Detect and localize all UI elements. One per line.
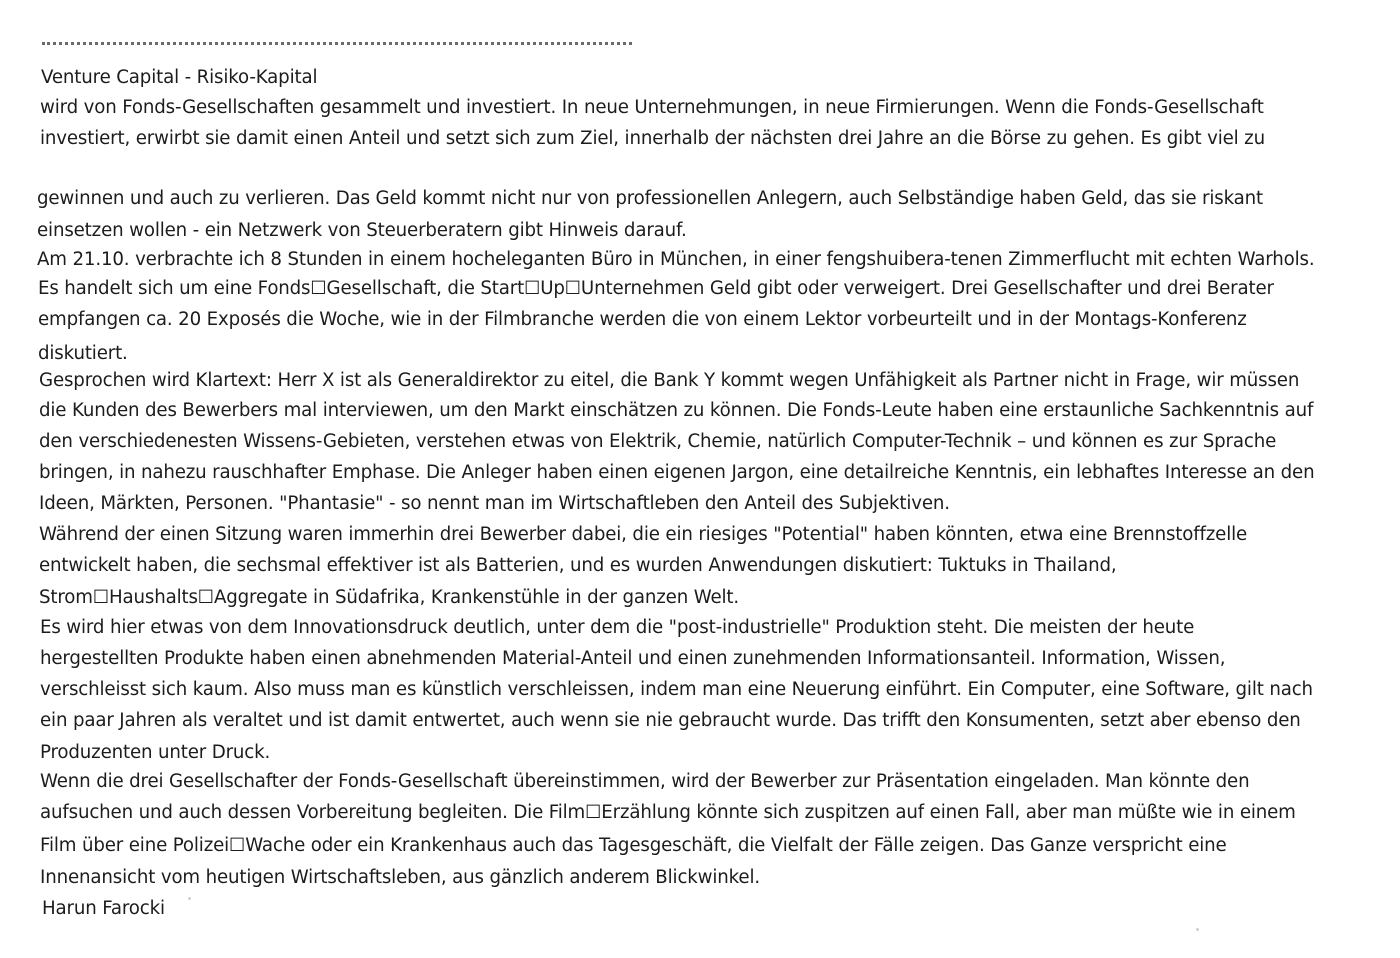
text-line: Wenn die drei Gesellschafter der Fonds-Gesellschaft übereinstimmen, wird der Bewerber zur Präsentation eingeladen. Man könnte den [40,771,1250,792]
text-line: Film über eine Polizei☐Wache oder ein Krankenhaus auch das Tagesgeschäft, die Vielfalt der Fälle zeigen. Das Ganze verspricht eine [40,835,1227,856]
text-line: Es wird hier etwas von dem Innovationsdruck deutlich, unter dem die "post-industrielle" Produktion steht. Die meisten der heute [40,617,1195,638]
text-line: hergestellten Produkte haben einen abnehmenden Material-Anteil und einen zunehmenden Informationsanteil. Information, Wissen, [40,648,1226,669]
text-line: wird von Fonds-Gesellschaften gesammelt und investiert. In neue Unternehmungen, in neue Firmierungen. Wenn die Fonds-Gesellschaft [40,97,1264,118]
text-line: die Kunden des Bewerbers mal interviewen, um den Markt einschätzen zu können. Die Fonds-Leute haben eine erstaunliche Sachkenntnis auf [39,400,1314,421]
dotted-separator-line [42,42,632,45]
text-line: bringen, in nahezu rauschhafter Emphase. Die Anleger haben einen eigenen Jargon, eine detailreiche Kenntnis, ein lebhaftes Interesse an den [39,462,1315,483]
text-line: aufsuchen und auch dessen Vorbereitung begleiten. Die Film☐Erzählung könnte sich zuspitzen auf einen Fall, aber man müßte wie in einem [40,802,1296,823]
scan-speck [1196,928,1199,931]
document-title-line: Venture Capital - Risiko-Kapital [41,67,318,88]
text-line: Strom☐Haushalts☐Aggregate in Südafrika, Krankenstühle in der ganzen Welt. [39,587,740,608]
text-line: Produzenten unter Druck. [40,742,271,763]
text-line: Gesprochen wird Klartext: Herr X ist als Generaldirektor zu eitel, die Bank Y kommt wegen Unfähigkeit als Partner nicht in Frage, wir müssen [39,370,1300,391]
text-line: empfangen ca. 20 Exposés die Woche, wie in der Filmbranche werden die von einem Lektor vorbeurteilt und in der Montags-Konferenz [38,309,1247,330]
text-line: den verschiedenesten Wissens-Gebieten, verstehen etwas von Elektrik, Chemie, natürlich Computer-Technik – und können es zur Sprache [39,431,1277,452]
text-line: Während der einen Sitzung waren immerhin drei Bewerber dabei, die ein riesiges "Potential" haben könnten, etwa eine Brennstoffzelle [39,524,1248,545]
text-line: verschleisst sich kaum. Also muss man es künstlich verschleissen, indem man eine Neuerung einführt. Ein Computer, eine Software, gilt nach [40,679,1313,700]
text-line: einsetzen wollen - ein Netzwerk von Steuerberatern gibt Hinweis darauf. [37,220,687,241]
text-line: diskutiert. [38,343,128,364]
text-line: entwickelt haben, die sechsmal effektiver ist als Batterien, und es wurden Anwendungen diskutiert: Tuktuks in Thailand, [39,555,1117,576]
text-line: Innenansicht vom heutigen Wirtschaftsleben, aus gänzlich anderem Blickwinkel. [40,867,760,888]
text-line: Es handelt sich um eine Fonds☐Gesellschaft, die Start☐Up☐Unternehmen Geld gibt oder verweigert. Drei Gesellschafter und drei Berater [38,278,1274,299]
author-signature-line: Harun Farocki [42,898,165,919]
text-line: investiert, erwirbt sie damit einen Anteil und setzt sich zum Ziel, innerhalb der nächsten drei Jahre an die Börse zu gehen. Es gibt viel zu [40,128,1265,149]
text-line: Am 21.10. verbrachte ich 8 Stunden in einem hocheleganten Büro in München, in einer fengshuibera-tenen Zimmerflucht mit echten Warhols. [37,249,1315,270]
text-line: Ideen, Märkten, Personen. "Phantasie" - so nennt man im Wirtschaftleben den Anteil des Subjektiven. [39,493,950,514]
scan-speck [188,897,191,900]
text-line: gewinnen und auch zu verlieren. Das Geld kommt nicht nur von professionellen Anlegern, auch Selbständige haben Geld, das sie riskant [37,188,1263,209]
text-line: ein paar Jahren als veraltet und ist damit entwertet, auch wenn sie nie gebraucht wurde. Das trifft den Konsumenten, setzt aber ebenso den [40,710,1301,731]
